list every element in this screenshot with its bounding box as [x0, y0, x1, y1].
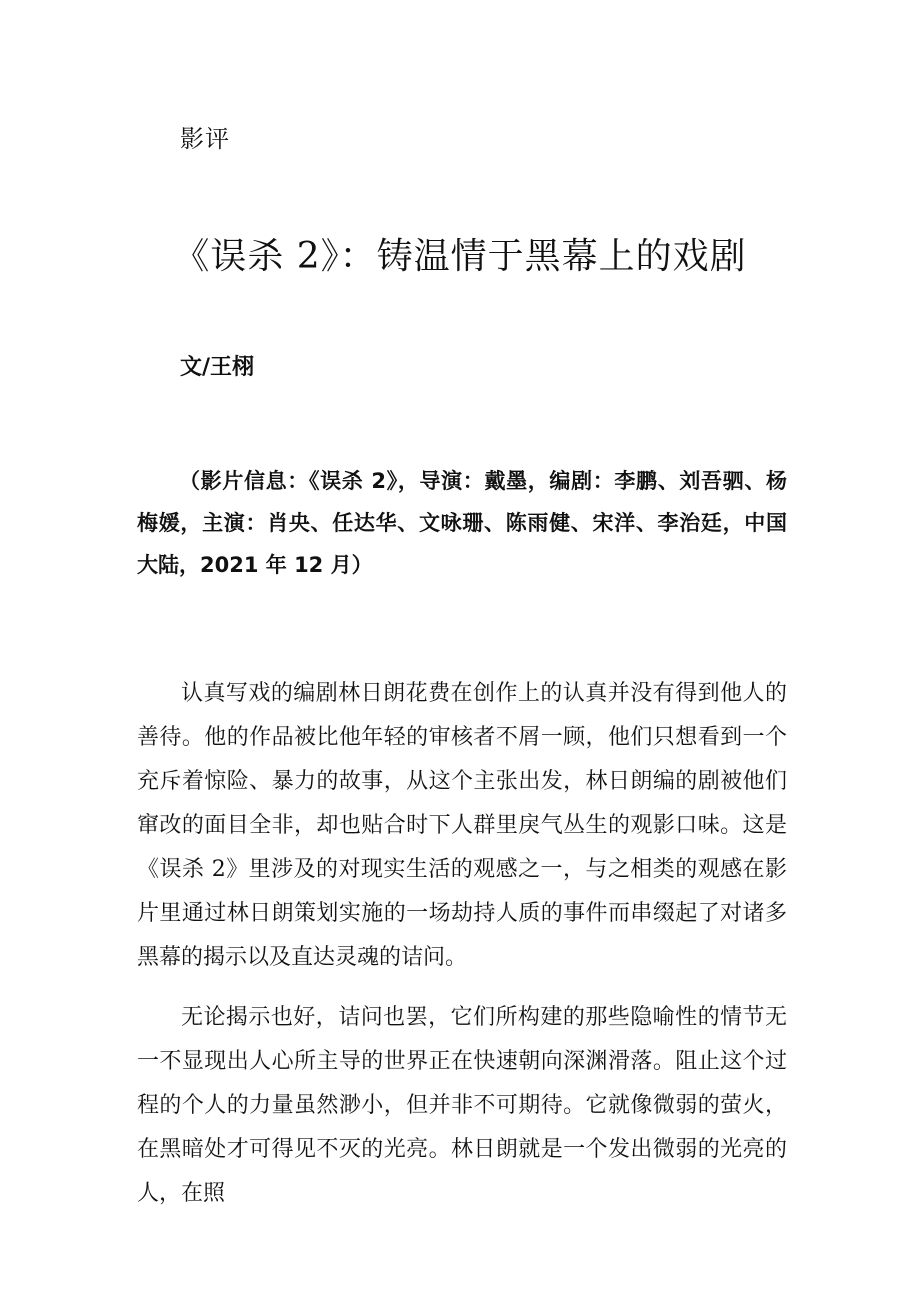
- article-byline: 文/王栩: [180, 355, 255, 380]
- film-info: （影片信息：《误杀 2》，导演：戴墨，编剧：李鹏、刘吾驷、杨梅媛，主演：肖央、任达华、文咏珊、陈雨健、宋洋、李治廷，中国大陆，2021 年 12 月）: [137, 469, 787, 577]
- article-category: 影评: [180, 125, 230, 153]
- body-paragraph: 认真写戏的编剧林日朗花费在创作上的认真并没有得到他人的善待。他的作品被比他年轻的审核者不屑一顾，他们只想看到一个充斥着惊险、暴力的故事，从这个主张出发，林日朗编的剧被他们窜改的面目全非，却也贴合时下人群里戾气丛生的观影口味。这是《误杀 2》里涉及的对现实生活的观感之一，与之相类的观感在影片里通过林日朗策划实施的一场劫持人质的事件而串缀起了对诸多黑幕的揭示以及直达灵魂的诘问。: [137, 681, 787, 970]
- body-paragraph: 无论揭示也好，诘问也罢，它们所构建的那些隐喻性的情节无一不显现出人心所主导的世界正在快速朝向深渊滑落。阻止这个过程的个人的力量虽然渺小，但并非不可期待。它就像微弱的萤火，在黑暗处才可得见不灭的光亮。林日朗就是一个发出微弱的光亮的人，在照: [137, 1005, 787, 1206]
- article-body: [137, 672, 787, 1232]
- article-title: 《误杀 2》：铸温情于黑幕上的戏剧: [173, 236, 747, 277]
